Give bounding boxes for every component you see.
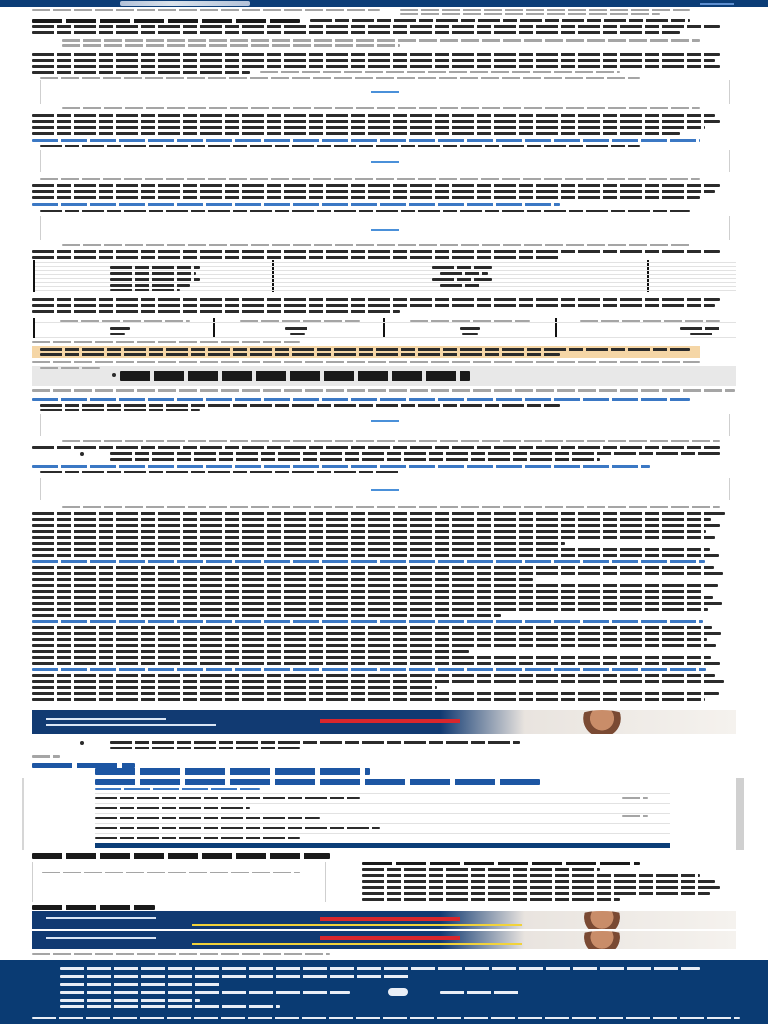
text-line bbox=[60, 967, 700, 970]
row-divider bbox=[35, 337, 736, 338]
text-line bbox=[32, 114, 715, 117]
ad-banner[interactable] bbox=[32, 911, 736, 929]
text-line bbox=[40, 367, 100, 369]
text-line bbox=[32, 536, 715, 539]
table-border bbox=[647, 260, 649, 292]
text-line bbox=[40, 77, 640, 79]
banner-text bbox=[46, 724, 216, 726]
text-line bbox=[110, 327, 130, 330]
text-line bbox=[310, 19, 690, 22]
text-line bbox=[290, 333, 305, 335]
text-line bbox=[32, 674, 715, 677]
site-header bbox=[0, 0, 768, 7]
text-line bbox=[362, 874, 700, 877]
text-line bbox=[110, 333, 125, 335]
text-line bbox=[32, 361, 700, 363]
text-line bbox=[32, 256, 560, 259]
text-line bbox=[32, 548, 710, 551]
footer-icon[interactable] bbox=[388, 988, 408, 996]
link-line[interactable] bbox=[32, 620, 703, 623]
text-line bbox=[680, 327, 720, 330]
text-line bbox=[62, 44, 400, 47]
text-line bbox=[410, 320, 530, 322]
row-divider bbox=[35, 282, 736, 283]
text-line bbox=[110, 741, 520, 744]
banner-stripe bbox=[320, 917, 460, 921]
text-line bbox=[32, 614, 501, 617]
bullet-icon bbox=[80, 452, 84, 456]
banner-stripe bbox=[320, 936, 460, 940]
text-line bbox=[622, 815, 648, 817]
ad-slot[interactable] bbox=[40, 414, 730, 436]
text-line bbox=[32, 590, 704, 593]
text-line bbox=[32, 602, 722, 605]
text-line bbox=[32, 584, 718, 587]
text-line bbox=[32, 310, 400, 313]
header-link[interactable] bbox=[700, 3, 734, 5]
text-line bbox=[32, 389, 735, 392]
text-line bbox=[240, 320, 360, 322]
text-line bbox=[32, 596, 713, 599]
text-line bbox=[32, 650, 469, 653]
text-line bbox=[362, 892, 710, 895]
banner-text bbox=[46, 917, 156, 919]
text-line bbox=[32, 530, 706, 533]
text-line bbox=[42, 872, 300, 873]
text-line bbox=[32, 341, 300, 343]
banner-photo bbox=[572, 710, 632, 734]
text-line bbox=[32, 566, 714, 569]
table-border bbox=[213, 318, 215, 338]
text-line bbox=[462, 333, 478, 335]
text-line bbox=[32, 512, 725, 515]
text-line bbox=[32, 132, 680, 135]
heading-line bbox=[32, 853, 330, 859]
ad-slot[interactable] bbox=[40, 478, 730, 500]
text-line bbox=[95, 817, 320, 819]
text-line bbox=[110, 289, 180, 291]
text-line bbox=[110, 278, 200, 281]
text-line bbox=[690, 333, 715, 335]
ad-label bbox=[371, 229, 399, 231]
row-divider bbox=[95, 803, 670, 804]
text-line bbox=[362, 880, 715, 883]
link-line[interactable] bbox=[95, 788, 260, 790]
text-line bbox=[60, 975, 410, 978]
text-line bbox=[400, 13, 660, 15]
text-line bbox=[32, 250, 720, 253]
row-divider bbox=[95, 823, 670, 824]
text-line bbox=[32, 692, 719, 695]
text-line bbox=[32, 1017, 740, 1019]
text-line bbox=[110, 747, 300, 749]
site-logo[interactable] bbox=[120, 1, 250, 6]
text-line bbox=[32, 686, 437, 689]
table-border bbox=[383, 318, 385, 338]
text-line bbox=[40, 404, 560, 407]
row-divider bbox=[35, 262, 736, 263]
media-box bbox=[32, 862, 326, 902]
table-border bbox=[272, 260, 274, 292]
text-line bbox=[32, 524, 720, 527]
text-line bbox=[32, 190, 715, 193]
text-line bbox=[32, 680, 724, 683]
widget-footer-bar[interactable] bbox=[95, 843, 670, 848]
text-line bbox=[60, 320, 190, 322]
heading-line bbox=[120, 371, 470, 381]
banner-stripe bbox=[192, 943, 522, 945]
text-line bbox=[32, 25, 720, 28]
text-line bbox=[32, 554, 719, 557]
heading-line bbox=[95, 768, 370, 775]
text-line bbox=[62, 244, 690, 246]
text-line bbox=[95, 797, 360, 799]
heading-line bbox=[362, 862, 640, 865]
link-line[interactable] bbox=[32, 139, 700, 142]
text-line bbox=[110, 284, 190, 287]
text-line bbox=[32, 304, 715, 307]
text-line bbox=[95, 827, 380, 829]
text-line bbox=[32, 126, 705, 129]
text-line bbox=[62, 440, 720, 442]
bullet-icon bbox=[112, 373, 116, 377]
text-line bbox=[95, 837, 300, 839]
text-line bbox=[362, 886, 720, 889]
table-border bbox=[33, 260, 35, 292]
text-line bbox=[110, 452, 720, 455]
text-line bbox=[32, 698, 705, 701]
link-line[interactable] bbox=[32, 668, 706, 671]
banner-text bbox=[46, 718, 166, 720]
text-line bbox=[32, 196, 700, 199]
ad-slot[interactable] bbox=[40, 150, 730, 172]
text-line bbox=[440, 272, 488, 275]
text-line bbox=[32, 518, 711, 521]
text-line bbox=[432, 266, 492, 269]
banner-photo bbox=[572, 931, 632, 949]
text-line bbox=[110, 272, 196, 275]
banner-text bbox=[46, 937, 156, 939]
link-line[interactable] bbox=[32, 560, 705, 563]
banner-stripe bbox=[320, 719, 460, 723]
text-line bbox=[60, 991, 350, 994]
row-divider bbox=[35, 270, 736, 271]
ad-label bbox=[371, 489, 399, 491]
row-divider bbox=[35, 322, 736, 323]
text-line bbox=[60, 983, 220, 986]
text-line bbox=[32, 953, 330, 955]
ad-label bbox=[371, 91, 399, 93]
text-line bbox=[32, 638, 707, 641]
text-line bbox=[60, 1005, 280, 1008]
text-line bbox=[32, 59, 715, 62]
text-line bbox=[622, 797, 648, 799]
text-line bbox=[62, 39, 700, 42]
text-line bbox=[40, 348, 690, 351]
row-divider bbox=[95, 833, 670, 834]
text-line bbox=[460, 327, 480, 330]
text-line bbox=[362, 898, 620, 901]
text-line bbox=[32, 53, 720, 56]
ad-label bbox=[371, 161, 399, 163]
text-line bbox=[32, 626, 712, 629]
text-line bbox=[32, 65, 720, 68]
text-line bbox=[440, 284, 480, 287]
text-line bbox=[40, 409, 200, 411]
text-line bbox=[32, 755, 60, 758]
text-line bbox=[362, 868, 600, 871]
widget-border bbox=[22, 778, 24, 850]
text-line bbox=[32, 578, 533, 581]
heading-line bbox=[32, 905, 155, 910]
text-line bbox=[62, 107, 700, 109]
ad-slot[interactable] bbox=[40, 216, 730, 240]
heading-line bbox=[32, 19, 300, 23]
text-line bbox=[40, 471, 400, 473]
text-line bbox=[95, 807, 250, 809]
text-line bbox=[32, 446, 720, 449]
text-line bbox=[40, 210, 690, 212]
text-line bbox=[32, 608, 708, 611]
text-line bbox=[32, 542, 565, 545]
text-line bbox=[440, 991, 520, 994]
text-line bbox=[285, 327, 310, 330]
text-line bbox=[32, 120, 720, 123]
row-divider bbox=[95, 793, 670, 794]
link-line[interactable] bbox=[32, 465, 650, 468]
text-line bbox=[580, 320, 720, 322]
text-line bbox=[400, 9, 690, 11]
text-line bbox=[432, 278, 492, 281]
text-line bbox=[62, 506, 720, 508]
text-line bbox=[32, 656, 711, 659]
text-line bbox=[32, 662, 720, 665]
text-line bbox=[60, 999, 200, 1002]
text-line bbox=[40, 178, 700, 180]
text-line bbox=[32, 298, 720, 301]
ad-slot[interactable] bbox=[40, 80, 730, 104]
text-line bbox=[32, 184, 720, 187]
ad-label bbox=[371, 420, 399, 422]
text-line bbox=[32, 644, 716, 647]
widget-scrollbar[interactable] bbox=[736, 778, 744, 850]
ad-banner[interactable] bbox=[32, 931, 736, 949]
banner-photo bbox=[572, 911, 632, 929]
text-line bbox=[110, 458, 600, 461]
text-line bbox=[40, 145, 640, 147]
heading-line bbox=[95, 779, 540, 785]
text-line bbox=[32, 71, 250, 74]
table-border bbox=[33, 318, 35, 338]
table-border bbox=[555, 318, 557, 338]
text-line bbox=[110, 266, 200, 269]
text-line bbox=[32, 9, 380, 11]
link-line[interactable] bbox=[32, 398, 690, 401]
row-divider bbox=[95, 813, 670, 814]
bullet-icon bbox=[80, 741, 84, 745]
text-line bbox=[32, 572, 723, 575]
text-line bbox=[32, 31, 680, 34]
banner-stripe bbox=[192, 924, 522, 926]
ad-banner[interactable] bbox=[32, 710, 736, 734]
text-line bbox=[32, 632, 721, 635]
text-line bbox=[260, 71, 620, 73]
link-line[interactable] bbox=[32, 203, 560, 206]
text-line bbox=[40, 353, 560, 356]
